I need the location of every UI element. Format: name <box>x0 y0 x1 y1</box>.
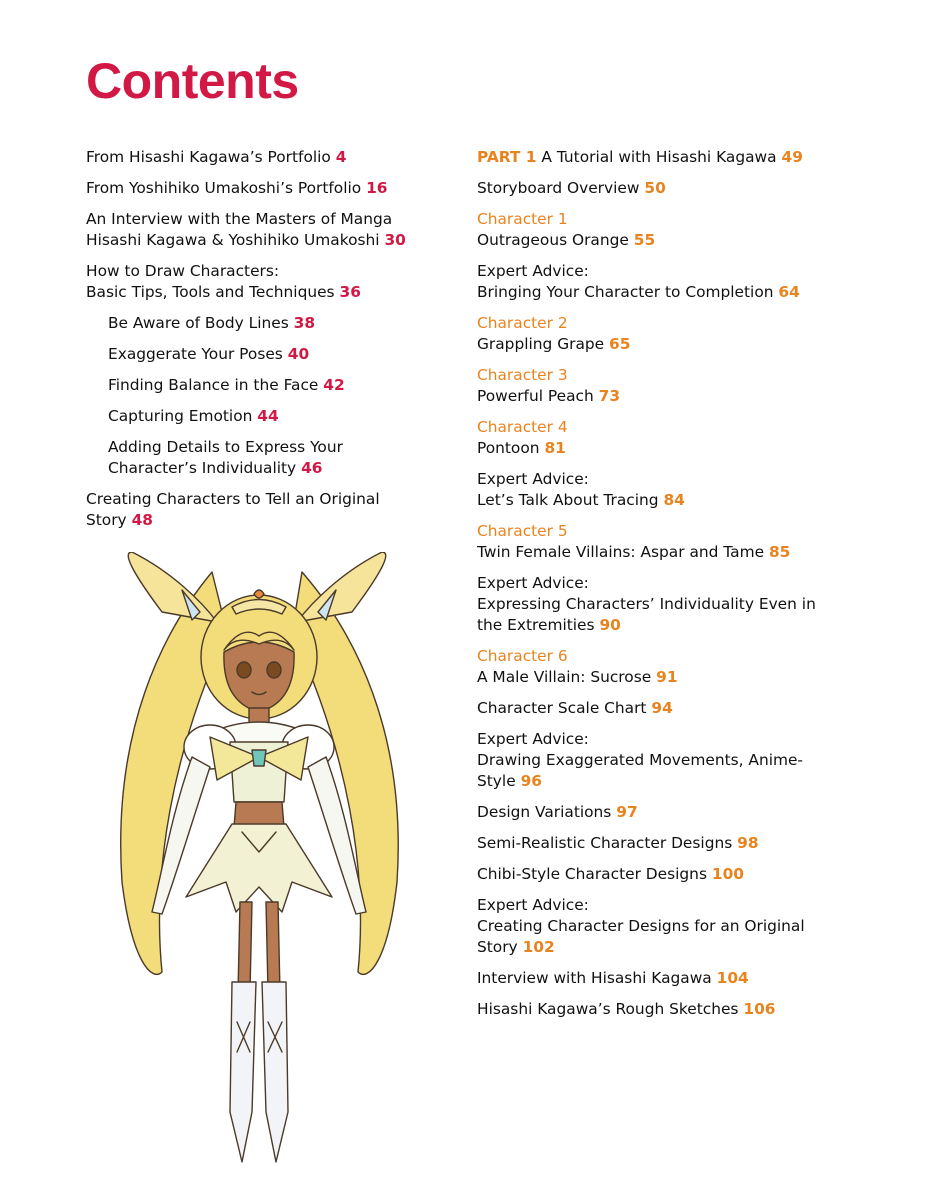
toc-entry-part-1[interactable] <box>477 147 857 168</box>
character-label: Character 3 <box>477 366 568 384</box>
character-label: Character 2 <box>477 314 568 332</box>
toc-entry-text: Expert Advice: <box>477 730 589 748</box>
toc-page-number: 44 <box>257 407 279 425</box>
toc-entry-text: Bringing Your Character to Completion <box>477 283 774 301</box>
toc-page-number: 48 <box>131 511 153 529</box>
character-illustration <box>92 552 422 1182</box>
toc-entry-design-variations[interactable] <box>477 802 857 823</box>
part-label: PART 1 <box>477 148 537 166</box>
toc-entry-storyboard[interactable] <box>477 178 857 199</box>
toc-entry-text: Expert Advice: <box>477 470 589 488</box>
toc-entry-expert-tracing[interactable] <box>477 469 857 511</box>
toc-entry-text: Character’s Individuality <box>108 459 297 477</box>
toc-page-number: 50 <box>644 179 666 197</box>
toc-entry-interview-masters[interactable] <box>86 209 446 251</box>
toc-entry-text: Be Aware of Body Lines <box>108 314 289 332</box>
toc-entry-text: Design Variations <box>477 803 612 821</box>
toc-page-number: 96 <box>520 772 542 790</box>
toc-entry-expert-extremities[interactable] <box>477 573 857 636</box>
toc-page-number: 85 <box>768 543 791 561</box>
toc-entry-text: From Yoshihiko Umakoshi’s Portfolio <box>86 179 362 197</box>
toc-page-number: 98 <box>737 834 759 852</box>
toc-entry-text: Expert Advice: <box>477 262 589 280</box>
toc-entry-character-3[interactable] <box>477 365 857 407</box>
toc-page-number: 65 <box>609 335 631 353</box>
toc-entry-text: Drawing Exaggerated Movements, Anime- <box>477 751 803 769</box>
character-label: Character 4 <box>477 418 568 436</box>
toc-entry-chibi[interactable] <box>477 864 857 885</box>
toc-entry-character-4[interactable] <box>477 417 857 459</box>
toc-entry-text: Storyboard Overview <box>477 179 640 197</box>
toc-entry-text: Interview with Hisashi Kagawa <box>477 969 712 987</box>
toc-entry-text: Creating Characters to Tell an Original <box>86 490 380 508</box>
toc-entry-text: Let’s Talk About Tracing <box>477 491 659 509</box>
toc-entry-text: Twin Female Villains: Aspar and Tame <box>477 543 765 561</box>
toc-page-number: 64 <box>778 283 800 301</box>
toc-entry-text: Exaggerate Your Poses <box>108 345 283 363</box>
toc-page-number: 38 <box>293 314 316 332</box>
toc-page-number: 49 <box>781 148 803 166</box>
toc-entry-expert-completion[interactable] <box>477 261 857 303</box>
toc-entry-text: Style <box>477 772 516 790</box>
toc-page-number: 100 <box>711 865 745 883</box>
toc-entry-character-5[interactable] <box>477 521 857 563</box>
toc-entry-text: Semi-Realistic Character Designs <box>477 834 733 852</box>
toc-entry-character-6[interactable] <box>477 646 857 688</box>
toc-entry-text: Character Scale Chart <box>477 699 647 717</box>
character-label: Character 1 <box>477 210 568 228</box>
toc-page-number: 36 <box>339 283 361 301</box>
toc-entry-text: Pontoon <box>477 439 540 457</box>
toc-entry-text: the Extremities <box>477 616 595 634</box>
toc-left-column <box>86 147 446 541</box>
toc-page-number: 94 <box>651 699 673 717</box>
toc-entry-text: An Interview with the Masters of Manga <box>86 210 393 228</box>
toc-entry-text: Expert Advice: <box>477 574 589 592</box>
toc-entry-text: Hisashi Kagawa & Yoshihiko Umakoshi <box>86 231 380 249</box>
toc-page-number: 106 <box>743 1000 776 1018</box>
toc-entry-hisashi-portfolio[interactable] <box>86 147 446 168</box>
toc-entry-balance-face[interactable] <box>108 375 446 396</box>
toc-page-number: 91 <box>656 668 678 686</box>
character-label: Character 6 <box>477 647 568 665</box>
toc-entry-text: Story <box>86 511 127 529</box>
toc-entry-text: From Hisashi Kagawa’s Portfolio <box>86 148 331 166</box>
toc-page-number: 104 <box>716 969 749 987</box>
toc-entry-text: Outrageous Orange <box>477 231 629 249</box>
toc-page-number: 42 <box>323 376 345 394</box>
toc-entry-semi-realistic[interactable] <box>477 833 857 854</box>
toc-page-number: 40 <box>287 345 310 363</box>
toc-entry-scale-chart[interactable] <box>477 698 857 719</box>
toc-entry-original-story[interactable] <box>86 489 446 531</box>
toc-entry-text: Finding Balance in the Face <box>108 376 319 394</box>
toc-page-number: 84 <box>663 491 685 509</box>
toc-entry-text: Basic Tips, Tools and Techniques <box>86 283 335 301</box>
toc-entry-body-lines[interactable] <box>108 313 446 334</box>
toc-entry-exaggerate-poses[interactable] <box>108 344 446 365</box>
toc-entry-text: Grappling Grape <box>477 335 605 353</box>
toc-entry-expert-movements[interactable] <box>477 729 857 792</box>
toc-entry-text: Chibi-Style Character Designs <box>477 865 707 883</box>
toc-entry-how-to-draw[interactable] <box>86 261 446 303</box>
toc-entry-text: Adding Details to Express Your <box>108 438 343 456</box>
toc-entry-text: Hisashi Kagawa’s Rough Sketches <box>477 1000 739 1018</box>
toc-page-number: 73 <box>598 387 621 405</box>
toc-entry-text: Capturing Emotion <box>108 407 253 425</box>
toc-page-number: 30 <box>384 231 406 249</box>
toc-entry-text: Story <box>477 938 518 956</box>
page-title: Contents <box>86 53 299 109</box>
toc-entry-expert-original-story[interactable] <box>477 895 857 958</box>
toc-entry-interview-kagawa[interactable] <box>477 968 857 989</box>
toc-entry-capturing-emotion[interactable] <box>108 406 446 427</box>
toc-entry-text: Creating Character Designs for an Original <box>477 917 805 935</box>
toc-page-number: 16 <box>366 179 388 197</box>
toc-entry-character-1[interactable] <box>477 209 857 251</box>
toc-page-number: 97 <box>616 803 638 821</box>
toc-page-number: 81 <box>544 439 566 457</box>
toc-page-number: 46 <box>301 459 323 477</box>
toc-right-column <box>477 147 857 1030</box>
toc-page-number: 4 <box>335 148 347 166</box>
toc-entry-character-2[interactable] <box>477 313 857 355</box>
toc-entry-text: Expressing Characters’ Individuality Even in <box>477 595 816 613</box>
toc-entry-rough-sketches[interactable] <box>477 999 857 1020</box>
toc-entry-text: Expert Advice: <box>477 896 589 914</box>
toc-entry-yoshihiko-portfolio[interactable] <box>86 178 446 199</box>
toc-page-number: 90 <box>599 616 621 634</box>
toc-entry-text: How to Draw Characters: <box>86 262 280 280</box>
character-label: Character 5 <box>477 522 568 540</box>
toc-page-number: 55 <box>633 231 656 249</box>
toc-page-number: 102 <box>522 938 555 956</box>
toc-entry-adding-details[interactable] <box>108 437 446 479</box>
toc-entry-text: A Male Villain: Sucrose <box>477 668 652 686</box>
toc-entry-text: Powerful Peach <box>477 387 594 405</box>
toc-entry-text: A Tutorial with Hisashi Kagawa <box>541 148 777 166</box>
